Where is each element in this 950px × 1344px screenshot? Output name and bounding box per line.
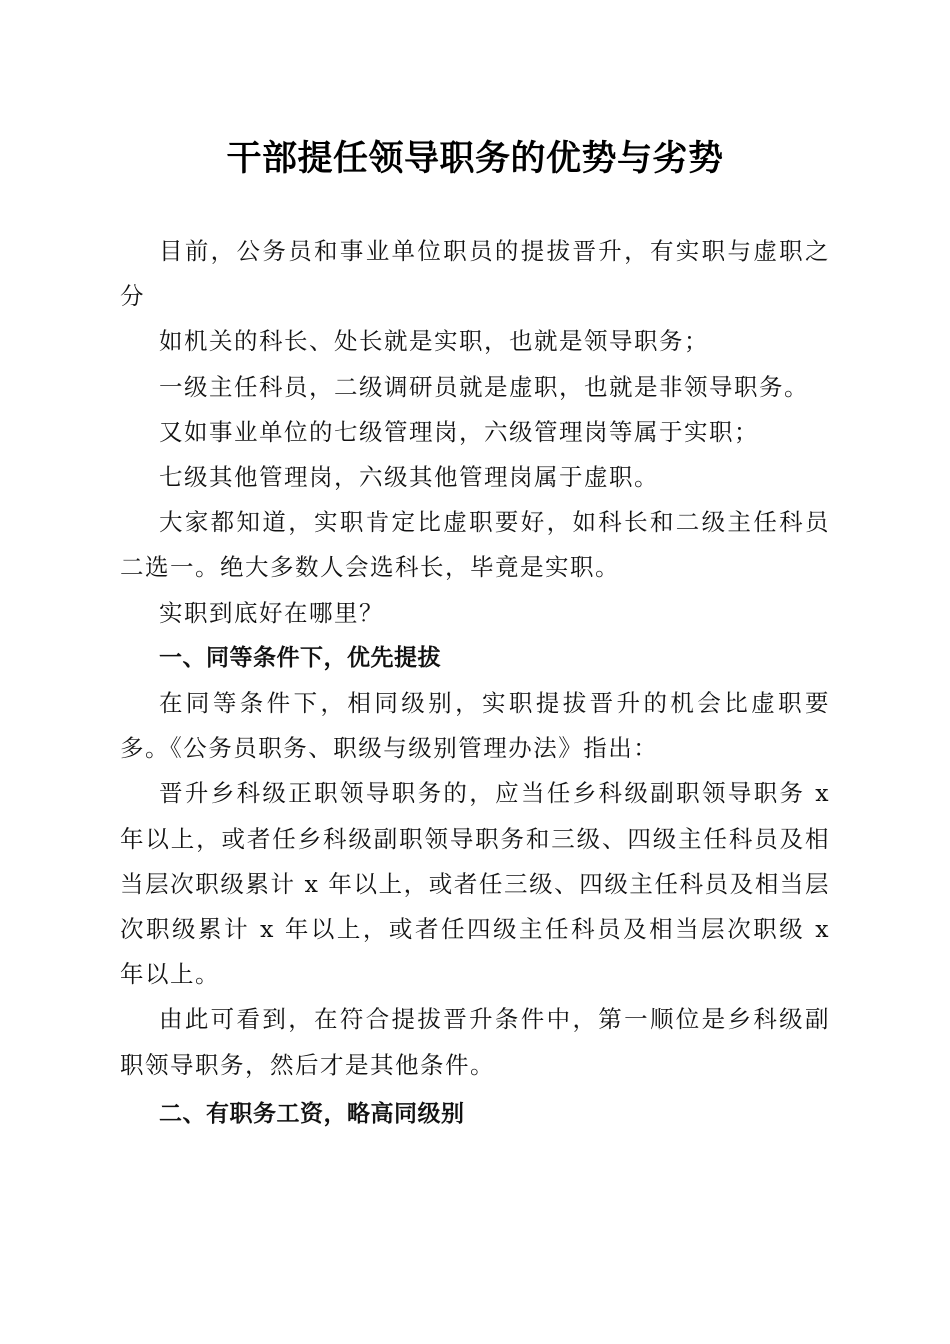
paragraph-comparison: 大家都知道，实职肯定比虚职要好，如科长和二级主任科员二选一。绝大多数人会选科长，毕竟是实职。 bbox=[120, 508, 830, 582]
section-1-heading: 一、同等条件下，优先提拔 bbox=[159, 644, 441, 671]
paragraph-example-2: 一级主任科员，二级调研员就是虚职，也就是非领导职务。 bbox=[159, 372, 809, 401]
document-body bbox=[120, 229, 830, 1137]
section-2-heading: 二、有职务工资，略高同级别 bbox=[159, 1100, 465, 1127]
section-1-paragraph-3: 由此可看到，在符合提拔晋升条件中，第一顺位是乡科级副职领导职务，然后才是其他条件。 bbox=[120, 1005, 830, 1079]
section-1-paragraph-1: 在同等条件下，相同级别，实职提拔晋升的机会比虚职要多。《公务员职务、职级与级别管理办法》指出： bbox=[120, 689, 830, 763]
paragraph-example-4: 七级其他管理岗，六级其他管理岗属于虚职。 bbox=[159, 463, 659, 492]
paragraph-question: 实职到底好在哪里？ bbox=[159, 598, 384, 627]
paragraph-intro: 目前，公务员和事业单位职员的提拔晋升，有实职与虚职之分 bbox=[120, 237, 830, 311]
section-1-paragraph-2: 晋升乡科级正职领导职务的，应当任乡科级副职领导职务 x 年以上，或者任乡科级副职领导职务和三级、四级主任科员及相当层次职级累计 x 年以上，或者任三级、四级主任科员及相当层次职级累计 x 年以上，或者任四级主任科员及相当层次职级 x 年以上。 bbox=[120, 779, 830, 989]
paragraph-example-3: 又如事业单位的七级管理岗，六级管理岗等属于实职； bbox=[159, 417, 759, 446]
document-title: 干部提任领导职务的优势与劣势 bbox=[226, 138, 724, 179]
paragraph-example-1: 如机关的科长、处长就是实职，也就是领导职务； bbox=[159, 327, 709, 356]
